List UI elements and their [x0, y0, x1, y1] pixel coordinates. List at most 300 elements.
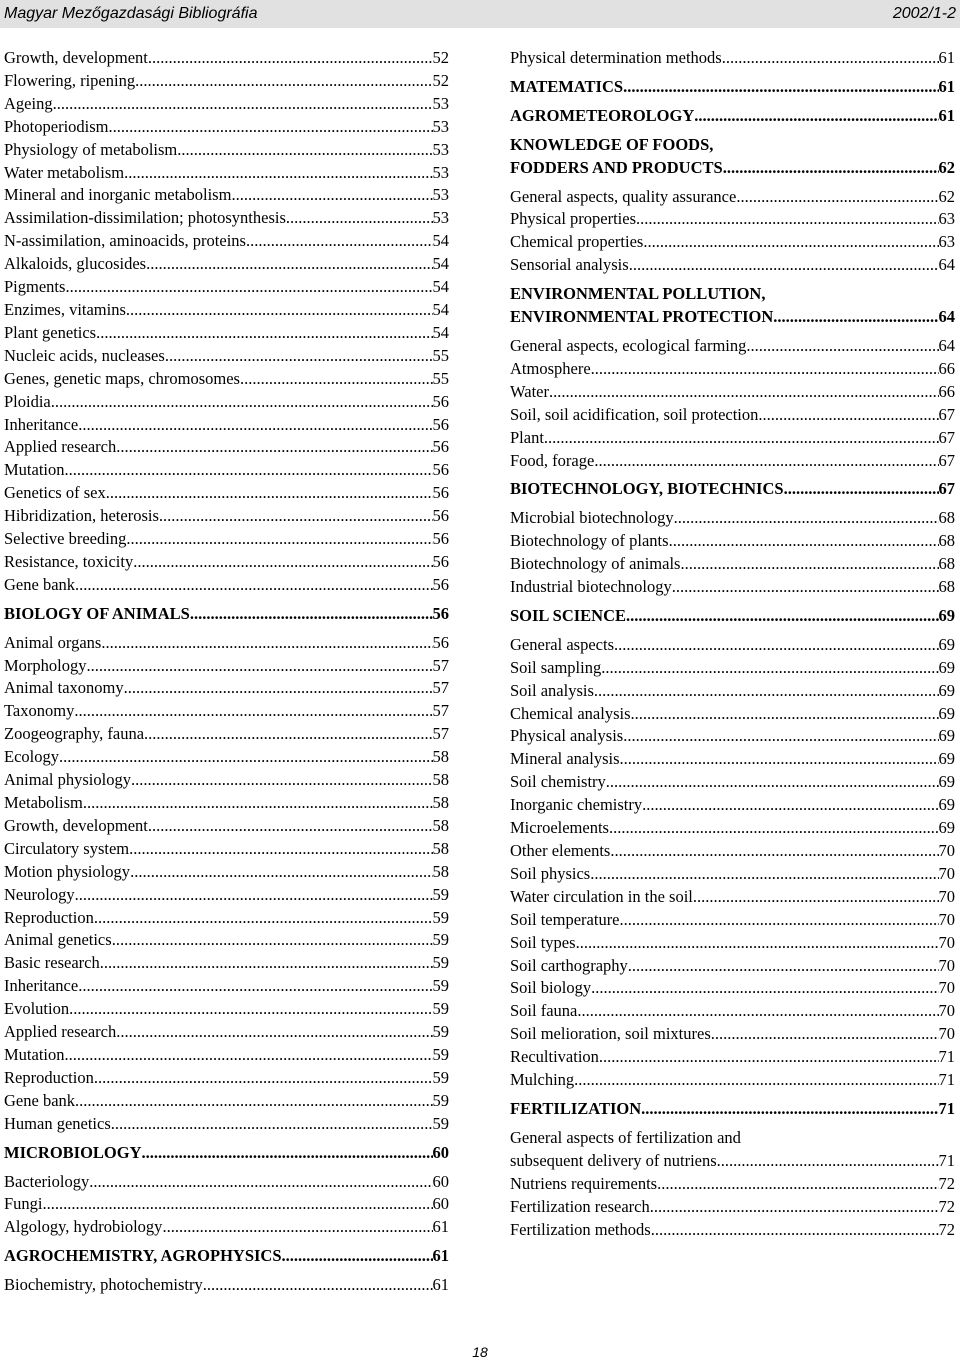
toc-entry — [4, 746, 449, 769]
dot-leader — [190, 603, 433, 626]
dot-leader — [96, 322, 432, 345]
dot-leader — [87, 655, 433, 678]
dot-leader — [59, 746, 433, 769]
toc-entry — [510, 909, 955, 932]
dot-leader — [549, 381, 939, 404]
dot-leader — [89, 1171, 432, 1194]
dot-leader — [75, 884, 433, 907]
toc-entry-page: 69 — [938, 657, 955, 677]
dot-leader — [78, 975, 432, 998]
toc-entry — [510, 794, 955, 817]
toc-entry-label: Sensorial analysis — [510, 255, 629, 275]
toc-entry-page: 60 — [432, 1194, 449, 1214]
toc-entry — [4, 253, 449, 276]
toc-entry — [4, 551, 449, 574]
toc-entry-page: 67 — [938, 450, 955, 470]
toc-entry — [510, 703, 955, 726]
page-number: 18 — [472, 1344, 488, 1360]
toc-entry-label: Soil analysis — [510, 680, 594, 700]
toc-entry-page: 69 — [938, 795, 955, 815]
dot-leader — [674, 507, 939, 530]
dot-leader — [101, 632, 432, 655]
dot-leader — [574, 1069, 938, 1092]
toc-entry — [510, 1173, 955, 1196]
toc-entry-label: Animal organs — [4, 632, 102, 652]
toc-entry-page: 70 — [938, 1024, 955, 1044]
toc-entry-label: Resistance, toxicity — [4, 551, 134, 571]
toc-entry — [510, 932, 955, 955]
toc-entry-label: Water metabolism — [4, 162, 125, 182]
dot-leader — [162, 1216, 432, 1239]
dot-leader — [643, 231, 938, 254]
toc-entry — [4, 677, 449, 700]
dot-leader — [614, 634, 939, 657]
dot-leader — [623, 76, 938, 99]
dot-leader — [591, 358, 939, 381]
toc-entry-label: Plant — [510, 427, 544, 447]
toc-section-heading — [4, 1142, 449, 1165]
toc-entry — [4, 723, 449, 746]
toc-entry-label: General aspects, ecological farming — [510, 335, 747, 355]
toc-section-heading: KNOWLEDGE OF FOODS, — [510, 134, 714, 154]
toc-entry-label: Zoogeography, fauna — [4, 724, 145, 744]
dot-leader — [144, 723, 432, 746]
toc-entry-label: Soil, soil acidification, soil protection — [510, 404, 759, 424]
toc-entry-label: Reproduction — [4, 907, 94, 927]
toc-entry-label: Neurology — [4, 884, 75, 904]
toc-entry-page: 64 — [938, 335, 955, 355]
toc-entry — [4, 1044, 449, 1067]
toc-entry-label: FERTILIZATION — [510, 1098, 642, 1118]
toc-entry — [4, 459, 449, 482]
dot-leader — [135, 70, 432, 93]
toc-entry — [510, 47, 955, 70]
toc-entry — [4, 391, 449, 414]
toc-section-heading — [510, 306, 955, 329]
dot-leader — [591, 977, 938, 1000]
toc-section-heading — [510, 1098, 955, 1121]
toc-entry-page: 59 — [432, 884, 449, 904]
dot-leader — [717, 1150, 939, 1173]
toc-entry — [510, 576, 955, 599]
issue-number: 2002/1-2 — [892, 5, 956, 22]
toc-entry-page: 59 — [432, 1067, 449, 1087]
dot-leader — [112, 929, 433, 952]
toc-entry-label: Bacteriology — [4, 1171, 90, 1191]
toc-entry-page: 61 — [938, 105, 955, 125]
toc-entry-label: Evolution — [4, 999, 70, 1019]
dot-leader — [106, 482, 433, 505]
toc-section-heading — [510, 605, 955, 628]
toc-entry-label: Mulching — [510, 1070, 575, 1090]
toc-entry-label: Recultivation — [510, 1047, 599, 1067]
dot-leader — [165, 345, 433, 368]
toc-entry — [4, 769, 449, 792]
toc-entry — [510, 771, 955, 794]
toc-entry-label: Morphology — [4, 655, 87, 675]
toc-entry-page: 59 — [432, 1090, 449, 1110]
toc-entry-page: 70 — [938, 978, 955, 998]
toc-entry-page: 61 — [938, 76, 955, 96]
dot-leader — [680, 553, 938, 576]
toc-entry-label: Gene bank — [4, 1090, 76, 1110]
toc-entry — [510, 886, 955, 909]
toc-entry-page: 72 — [938, 1173, 955, 1193]
dot-leader — [672, 576, 939, 599]
toc-entry — [4, 929, 449, 952]
toc-left-column — [4, 47, 449, 1297]
toc-entry — [4, 1021, 449, 1044]
toc-entry-label: Human genetics — [4, 1113, 111, 1133]
dot-leader — [94, 1067, 433, 1090]
dot-leader — [75, 1090, 432, 1113]
toc-entry-label: Genetics of sex — [4, 483, 106, 503]
toc-entry-label: Fertilization methods — [510, 1219, 651, 1239]
toc-entry-page: 67 — [938, 427, 955, 447]
toc-entry-page: 56 — [432, 529, 449, 549]
toc-entry-page: 64 — [938, 307, 955, 327]
dot-leader — [746, 335, 938, 358]
toc-entry — [4, 116, 449, 139]
toc-entry-page: 59 — [432, 1022, 449, 1042]
toc-entry — [510, 404, 955, 427]
dot-leader — [651, 1219, 939, 1242]
dot-leader — [203, 1274, 433, 1297]
toc-entry — [510, 1023, 955, 1046]
toc-entry — [510, 335, 955, 358]
toc-entry — [4, 414, 449, 437]
dot-leader — [599, 1046, 939, 1069]
dot-leader — [594, 450, 938, 473]
toc-entry-label: Animal physiology — [4, 770, 131, 790]
toc-entry — [4, 139, 449, 162]
toc-entry — [510, 1069, 955, 1092]
toc-entry-label: Growth, development — [4, 815, 148, 835]
dot-leader — [51, 391, 433, 414]
toc-entry-label: General aspects, quality assurance — [510, 186, 737, 206]
toc-entry — [4, 574, 449, 597]
toc-entry-label: Physical properties — [510, 209, 637, 229]
toc-entry-page: 56 — [432, 460, 449, 480]
toc-entry — [510, 208, 955, 231]
dot-leader — [75, 574, 432, 597]
dot-leader — [711, 1023, 939, 1046]
toc-entry-label: Animal genetics — [4, 930, 112, 950]
toc-entry-page: 72 — [938, 1196, 955, 1216]
dot-leader — [694, 105, 938, 128]
toc-entry-page: 56 — [432, 391, 449, 411]
toc-entry — [4, 1067, 449, 1090]
toc-entry — [510, 1219, 955, 1242]
toc-entry-page: 69 — [938, 605, 955, 625]
toc-section-heading: ENVIRONMENTAL POLLUTION, — [510, 284, 766, 304]
toc-entry-page: 56 — [432, 506, 449, 526]
toc-entry-label: Atmosphere — [510, 358, 591, 378]
dot-leader — [642, 794, 938, 817]
toc-entry-page: 55 — [432, 345, 449, 365]
toc-entry-page: 68 — [938, 508, 955, 528]
toc-entry-page: 54 — [432, 299, 449, 319]
dot-leader — [282, 1245, 433, 1268]
toc-entry — [510, 186, 955, 209]
toc-entry-label: Physical determination methods — [510, 48, 722, 67]
toc-entry-line: General aspects of fertilization and — [510, 1127, 741, 1147]
dot-leader — [722, 47, 939, 70]
dot-leader — [74, 700, 432, 723]
toc-entry-label: Photoperiodism — [4, 116, 109, 136]
toc-entry-page: 52 — [432, 48, 449, 67]
toc-entry-page: 61 — [432, 1275, 449, 1295]
toc-entry-label: Other elements — [510, 841, 611, 860]
toc-entry-page: 53 — [432, 185, 449, 205]
dot-leader — [231, 184, 432, 207]
dot-leader — [576, 932, 939, 955]
toc-entry-label: Flowering, ripening — [4, 70, 136, 90]
toc-entry-page: 59 — [432, 1044, 449, 1064]
toc-section-heading — [510, 105, 955, 128]
toc-entry-label: Basic research — [4, 953, 100, 973]
toc-entry-page: 68 — [938, 531, 955, 551]
dot-leader — [629, 254, 939, 277]
toc-entry — [4, 1113, 449, 1136]
toc-entry-page: 71 — [938, 1070, 955, 1090]
toc-entry-page: 56 — [432, 551, 449, 571]
toc-entry — [4, 1274, 449, 1297]
toc-entry — [4, 700, 449, 723]
toc-entry-label: Soil carthography — [510, 955, 628, 975]
toc-entry — [4, 861, 449, 884]
dot-leader — [116, 436, 432, 459]
dot-leader — [723, 157, 939, 180]
dot-leader — [636, 208, 938, 231]
toc-entry-label: SOIL SCIENCE — [510, 605, 627, 625]
toc-entry — [4, 907, 449, 930]
toc-entry — [4, 70, 449, 93]
toc-entry-page: 63 — [938, 209, 955, 229]
dot-leader — [609, 817, 939, 840]
toc-entry-page: 53 — [432, 162, 449, 182]
toc-entry-page: 56 — [432, 414, 449, 434]
toc-entry-label: Food, forage — [510, 450, 595, 470]
toc-section-heading — [4, 1245, 449, 1268]
toc-section-heading — [510, 157, 955, 180]
toc-entry-page: 72 — [938, 1219, 955, 1239]
toc-entry — [4, 299, 449, 322]
toc-entry-label: Water — [510, 381, 549, 401]
toc-entry — [510, 450, 955, 473]
toc-entry-page: 59 — [432, 976, 449, 996]
toc-entry-label: Applied research — [4, 437, 117, 457]
publication-title: Magyar Mezőgazdasági Bibliográfia — [4, 5, 258, 22]
toc-entry — [510, 530, 955, 553]
toc-entry — [4, 884, 449, 907]
toc-entry — [510, 553, 955, 576]
toc-entry — [510, 863, 955, 886]
toc-entry — [4, 276, 449, 299]
toc-entry — [4, 505, 449, 528]
toc-entry-label: Reproduction — [4, 1067, 94, 1087]
toc-entry — [4, 975, 449, 998]
running-header — [0, 0, 960, 28]
toc-entry-page: 64 — [938, 255, 955, 275]
toc-entry-page: 54 — [432, 277, 449, 297]
toc-entry-page: 53 — [432, 93, 449, 113]
toc-entry-label: Soil chemistry — [510, 772, 606, 792]
toc-entry-page: 70 — [938, 909, 955, 929]
toc-entry-label: Mutation — [4, 1044, 65, 1064]
toc-entry — [4, 230, 449, 253]
toc-entry-page: 69 — [938, 634, 955, 654]
toc-entry-label: MICROBIOLOGY — [4, 1142, 142, 1162]
toc-right-column — [510, 47, 955, 1241]
toc-entry-label: Plant genetics — [4, 322, 97, 342]
toc-entry — [510, 634, 955, 657]
toc-entry — [510, 657, 955, 680]
toc-entry-label: Taxonomy — [4, 701, 75, 721]
toc-entry — [510, 231, 955, 254]
toc-entry-page: 58 — [432, 838, 449, 858]
toc-entry-label: Soil temperature — [510, 909, 620, 929]
toc-entry-label: Ecology — [4, 747, 59, 767]
toc-entry-page: 69 — [938, 818, 955, 838]
toc-entry — [510, 1046, 955, 1069]
toc-entry-label: Physiology of metabolism — [4, 139, 178, 159]
toc-entry-page: 52 — [432, 70, 449, 90]
toc-section-heading — [510, 478, 955, 501]
toc-entry-page: 60 — [432, 1142, 449, 1162]
dot-leader — [650, 1196, 939, 1219]
dot-leader — [240, 368, 433, 391]
toc-entry-page: 53 — [432, 139, 449, 159]
toc-entry-page: 58 — [432, 815, 449, 835]
toc-entry-label: Mineral and inorganic metabolism — [4, 185, 232, 205]
toc-entry — [4, 207, 449, 230]
toc-entry-page: 59 — [432, 907, 449, 927]
dot-leader — [94, 907, 433, 930]
toc-entry-page: 56 — [432, 437, 449, 457]
toc-entry-page: 57 — [432, 678, 449, 698]
toc-entry — [510, 1196, 955, 1219]
dot-leader — [601, 657, 938, 680]
dot-leader — [126, 299, 433, 322]
toc-entry-label: AGROMETEOROLOGY — [510, 105, 695, 125]
dot-leader — [246, 230, 433, 253]
toc-entry — [4, 47, 449, 70]
toc-entry — [510, 748, 955, 771]
toc-entry — [4, 184, 449, 207]
dot-leader — [124, 677, 433, 700]
dot-leader — [620, 748, 939, 771]
toc-entry-label: Soil sampling — [510, 657, 602, 677]
toc-entry-label: MATEMATICS — [510, 76, 624, 96]
dot-leader — [43, 1193, 433, 1216]
toc-entry-label: Animal taxonomy — [4, 678, 124, 698]
toc-entry-page: 67 — [938, 404, 955, 424]
toc-entry — [4, 952, 449, 975]
toc-entry-page: 71 — [938, 1150, 955, 1170]
dot-leader — [111, 1113, 433, 1136]
toc-entry-page: 54 — [432, 254, 449, 274]
toc-entry-page: 60 — [432, 1171, 449, 1191]
toc-entry-label: Microelements — [510, 818, 609, 838]
dot-leader — [78, 414, 432, 437]
toc-entry-page: 53 — [432, 208, 449, 228]
toc-entry-label: Applied research — [4, 1022, 117, 1042]
toc-entry — [4, 322, 449, 345]
toc-entry-label: Hibridization, heterosis — [4, 506, 159, 526]
toc-entry — [510, 977, 955, 1000]
toc-entry-label: Biochemistry, photochemistry — [4, 1275, 203, 1295]
toc-entry — [510, 507, 955, 530]
toc-entry-label: Gene bank — [4, 574, 76, 594]
toc-entry-page: 66 — [938, 381, 955, 401]
toc-entry-page: 69 — [938, 680, 955, 700]
toc-entry-page: 69 — [938, 703, 955, 723]
toc-entry-label: Soil types — [510, 932, 576, 952]
toc-entry — [510, 1000, 955, 1023]
toc-entry-page: 69 — [938, 772, 955, 792]
toc-entry-page: 61 — [432, 1217, 449, 1237]
toc-entry-page: 69 — [938, 726, 955, 746]
toc-entry-page: 61 — [938, 48, 955, 67]
toc-entry — [510, 680, 955, 703]
toc-entry-page: 57 — [432, 655, 449, 675]
dot-leader — [53, 93, 433, 116]
toc-entry-label: Selective breeding — [4, 529, 127, 549]
dot-leader — [693, 886, 939, 909]
dot-leader — [100, 952, 433, 975]
dot-leader — [65, 1044, 433, 1067]
dot-leader — [590, 863, 938, 886]
dot-leader — [623, 725, 938, 748]
toc-entry-page: 71 — [938, 1047, 955, 1067]
dot-leader — [65, 459, 433, 482]
dot-leader — [177, 139, 432, 162]
toc-entry — [510, 254, 955, 277]
toc-entry-label: Soil biology — [510, 978, 592, 998]
toc-entry-page: 58 — [432, 861, 449, 881]
toc-entry-label: Motion physiology — [4, 861, 131, 881]
toc-entry-label: subsequent delivery of nutriens — [510, 1150, 717, 1170]
toc-entry-page: 59 — [432, 999, 449, 1019]
dot-leader — [626, 605, 938, 628]
toc-entry — [4, 436, 449, 459]
toc-entry — [4, 632, 449, 655]
toc-entry-label: Nucleic acids, nucleases — [4, 345, 165, 365]
toc-entry-label: Mineral analysis — [510, 749, 620, 769]
toc-entry-page: 71 — [938, 1098, 955, 1118]
toc-entry-label: Fungi — [4, 1194, 43, 1214]
toc-entry — [510, 358, 955, 381]
toc-entry-page: 66 — [938, 358, 955, 378]
toc-entry-label: Genes, genetic maps, chromosomes — [4, 368, 240, 388]
dot-leader — [628, 955, 939, 978]
toc-entry-page: 56 — [432, 603, 449, 623]
toc-entry-label: Inorganic chemistry — [510, 795, 643, 815]
dot-leader — [131, 769, 433, 792]
toc-entry-label: Algology, hydrobiology — [4, 1217, 163, 1237]
dot-leader — [133, 551, 432, 574]
toc-entry — [4, 93, 449, 116]
toc-entry-label: Biotechnology of animals — [510, 554, 681, 574]
toc-entry-label: Inheritance — [4, 976, 79, 996]
dot-leader — [669, 530, 939, 553]
toc-entry-label: Alkaloids, glucosides — [4, 254, 147, 274]
toc-entry — [510, 427, 955, 450]
toc-entry-label: Industrial biotechnology — [510, 577, 672, 597]
toc-entry-label: Nutriens requirements — [510, 1173, 658, 1193]
dot-leader — [126, 528, 432, 551]
